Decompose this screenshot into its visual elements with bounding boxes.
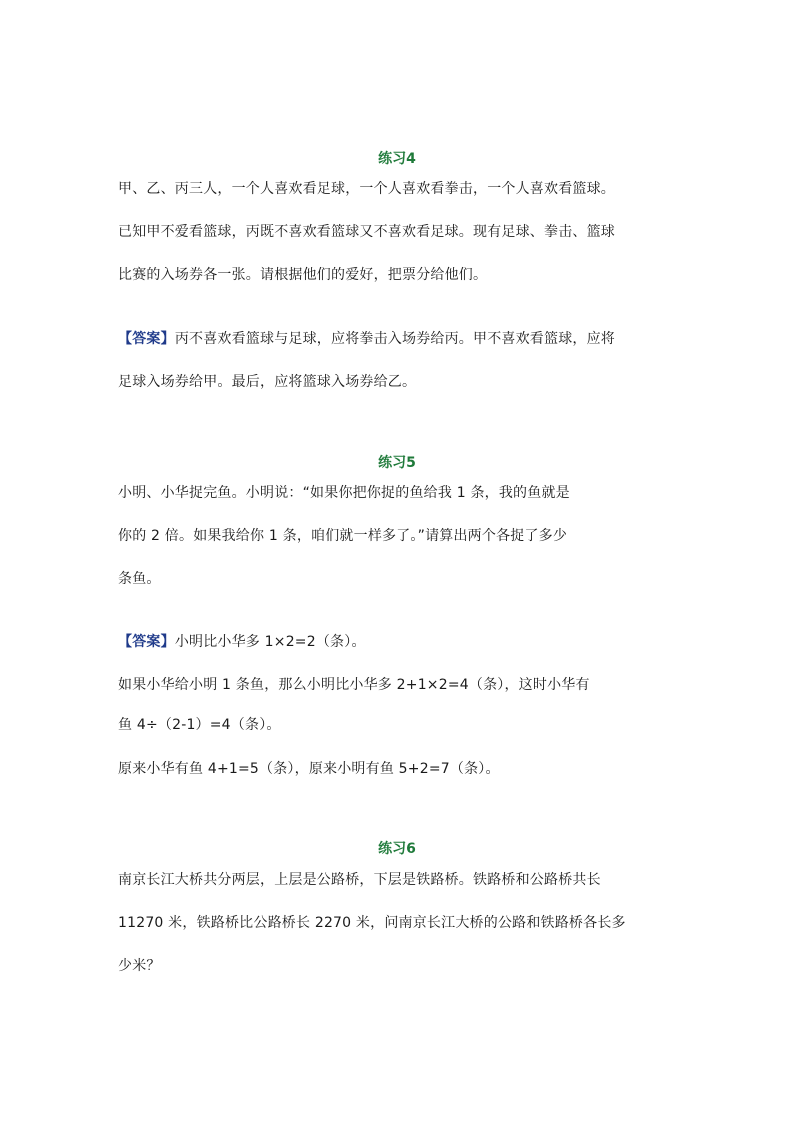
exercise-5-question-line-3: 条鱼。 [118,571,161,587]
exercise-4-question-line-1: 甲、乙、丙三人，一个人喜欢看足球，一个人喜欢看拳击，一个人喜欢看篮球。 [118,181,615,197]
exercise-4-title: 练习4 [378,151,416,167]
exercise-5-title: 练习5 [378,455,416,471]
exercise-6-question-line-3: 少米？ [118,958,161,974]
exercise-4-question-line-2: 已知甲不爱看篮球，丙既不喜欢看篮球又不喜欢看足球。现有足球、拳击、篮球 [118,224,615,240]
exercise-6-title: 练习6 [378,841,416,857]
exercise-4-answer-text-1: 丙不喜欢看篮球与足球，应将拳击入场券给丙。甲不喜欢看篮球，应将 [174,331,616,347]
exercise-4-answer-line-1 [118,330,678,348]
exercise-5-answer-line-3: 鱼 4÷（2-1）=4（条）。 [118,717,281,733]
answer-tag: 【答案】 [118,634,175,650]
answer-tag: 【答案】 [118,331,175,347]
exercise-4-answer-line-2: 足球入场券给甲。最后，应将篮球入场券给乙。 [118,374,417,390]
exercise-5-answer-text-1: 小明比小华多 1×2=2（条）。 [174,634,366,650]
exercise-5-answer-line-2: 如果小华给小明 1 条鱼，那么小明比小华多 2+1×2=4（条），这时小华有 [118,677,590,693]
exercise-5-question-line-2: 你的 2 倍。如果我给你 1 条，咱们就一样多了。”请算出两个各捉了多少 [118,528,568,544]
exercise-6-question-line-2: 11270 米，铁路桥比公路桥长 2270 米，问南京长江大桥的公路和铁路桥各长多 [118,915,626,931]
exercise-5-question-line-1: 小明、小华捉完鱼。小明说：“如果你把你捉的鱼给我 1 条，我的鱼就是 [118,485,570,501]
exercise-5-answer-line-1 [118,633,678,651]
exercise-6-question-line-1: 南京长江大桥共分两层，上层是公路桥，下层是铁路桥。铁路桥和公路桥共长 [118,872,601,888]
exercise-4-question-line-3: 比赛的入场券各一张。请根据他们的爱好，把票分给他们。 [118,267,488,283]
exercise-5-answer-line-4: 原来小华有鱼 4+1=5（条），原来小明有鱼 5+2=7（条）。 [118,761,500,777]
